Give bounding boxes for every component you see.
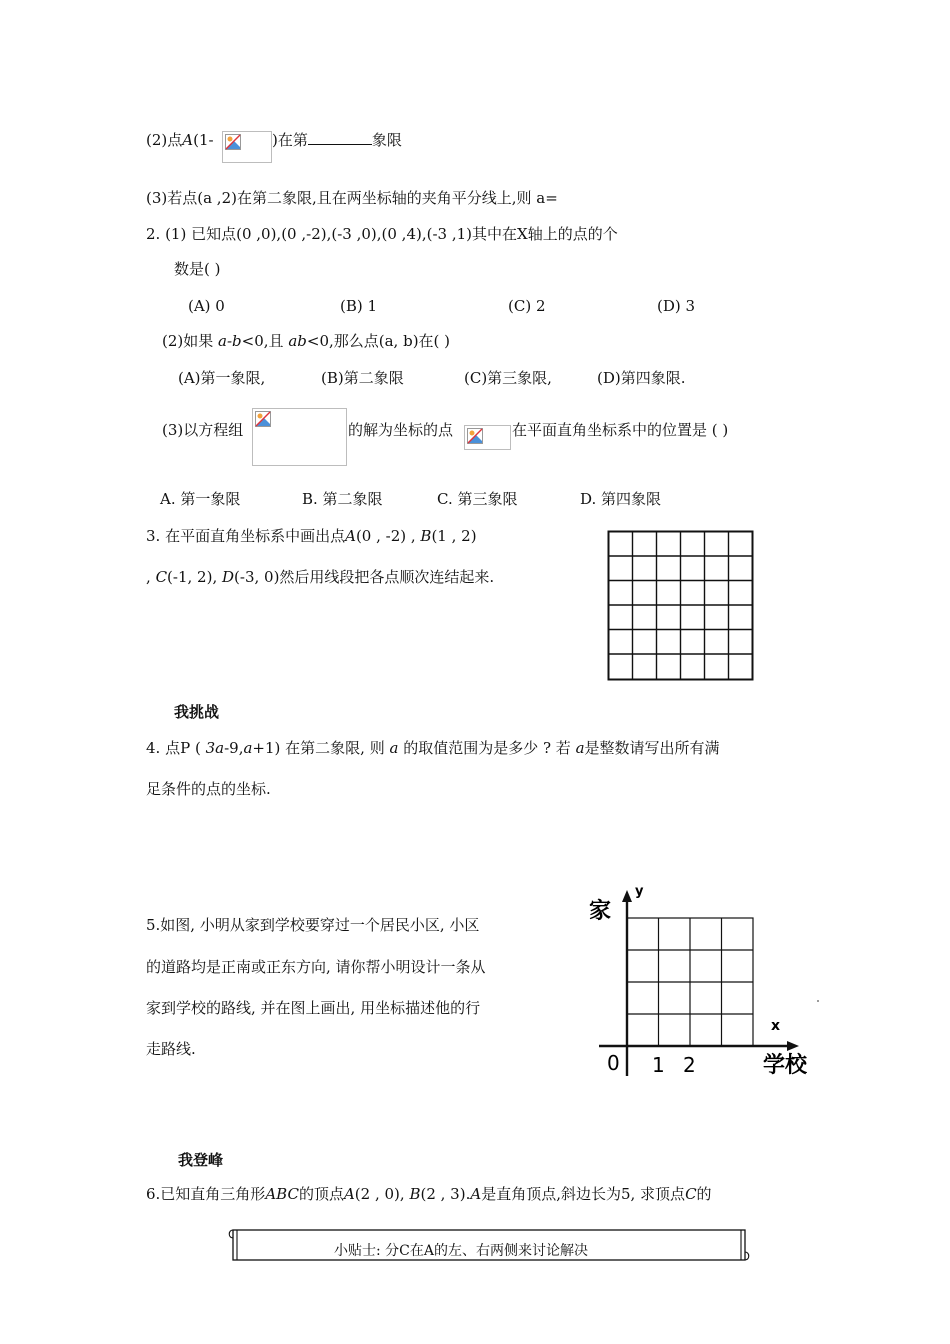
q2-part1-line1: 2. (1) 已知点(0 ,0),(0 ,-2),(-3 ,0),(0 ,4),(-3 ,1)其中在X轴上的点的个 (146, 225, 618, 243)
stray-dot (817, 1000, 819, 1002)
q2-part2: (2)如果 a-b<0,且 ab<0,那么点(a, b)在( ) (162, 332, 451, 350)
home-label: 家 (589, 899, 612, 924)
q2-part3-lead: (3)以方程组 (162, 421, 244, 439)
tick-label-1: 1 (652, 1053, 665, 1077)
q3-line1: 3. 在平面直角坐标系中画出点A(0 , -2) , B(1 , 2) (146, 527, 477, 545)
q2-part1-option-b: (B) 1 (340, 297, 378, 315)
q5-line2: 的道路均是正南或正东方向, 请你帮小明设计一条从 (146, 958, 486, 976)
q2-part3-option-c: C. 第三象限 (437, 490, 518, 508)
y-axis-arrow-icon (622, 890, 632, 902)
tick-label-2: 2 (683, 1053, 696, 1077)
x-axis-arrow-icon (787, 1041, 799, 1051)
q6-line1: 6.已知直角三角形ABC的顶点A(2 , 0), B(2 , 3).A是直角顶点,斜边长为5, 求顶点C的 (146, 1185, 712, 1203)
q1-part2-tail: )在第 象限 (272, 131, 402, 149)
q1-part3: (3)若点(a ,2)在第二象限,且在两坐标轴的夹角平分线上,则 a= (146, 189, 558, 207)
image-icon (225, 134, 241, 150)
q5-line3: 家到学校的路线, 并在图上画出, 用坐标描述他的行 (146, 999, 481, 1017)
empty-grid[interactable] (607, 530, 755, 682)
school-label: 学校 (763, 1053, 808, 1078)
q5-line1: 5.如图, 小明从家到学校要穿过一个居民小区, 小区 (146, 916, 480, 934)
q2-part3-mid: 的解为坐标的点 (348, 421, 454, 439)
q2-part2-option-d: (D)第四象限. (597, 369, 686, 387)
broken-image-placeholder (222, 131, 272, 163)
q2-part3-option-b: B. 第二象限 (302, 490, 383, 508)
q2-part3-option-a: A. 第一象限 (160, 490, 241, 508)
origin-label: 0 (607, 1051, 620, 1075)
y-axis-label: y (635, 884, 644, 899)
q2-part1-option-a: (A) 0 (188, 297, 225, 315)
section-heading-challenge: 我挑战 (174, 703, 220, 721)
route-map-figure[interactable] (585, 878, 825, 1083)
q1-part2: (2)点A(1- (146, 131, 214, 149)
q3-line2: , C(-1, 2), D(-3, 0)然后用线段把各点顺次连结起来. (146, 568, 495, 586)
q2-part2-option-a: (A)第一象限, (178, 369, 266, 387)
q2-part1-option-c: (C) 2 (508, 297, 546, 315)
q2-part1-option-d: (D) 3 (657, 297, 696, 315)
image-icon (467, 428, 483, 444)
q5-line4: 走路线. (146, 1040, 196, 1058)
broken-image-placeholder (252, 408, 347, 466)
tip-text: 小贴士: 分C在A的左、右两侧来讨论解决 (334, 1243, 588, 1259)
q2-part3-tail: 在平面直角坐标系中的位置是 ( ) (512, 421, 729, 439)
q4-line1: 4. 点P ( 3a-9,a+1) 在第二象限, 则 a 的取值范围为是多少 ? 若 a是整数请写出所有满 (146, 739, 720, 757)
q2-part3-option-d: D. 第四象限 (580, 490, 662, 508)
broken-image-placeholder (464, 425, 511, 450)
answer-blank[interactable] (308, 130, 372, 145)
x-axis-label: x (771, 1018, 781, 1034)
image-icon (255, 411, 271, 427)
section-heading-peak: 我登峰 (178, 1151, 224, 1169)
q2-part2-option-c: (C)第三象限, (464, 369, 552, 387)
q2-part1-line2: 数是( ) (174, 260, 221, 278)
q2-part2-option-b: (B)第二象限 (321, 369, 404, 387)
q4-line2: 足条件的点的坐标. (146, 780, 271, 798)
